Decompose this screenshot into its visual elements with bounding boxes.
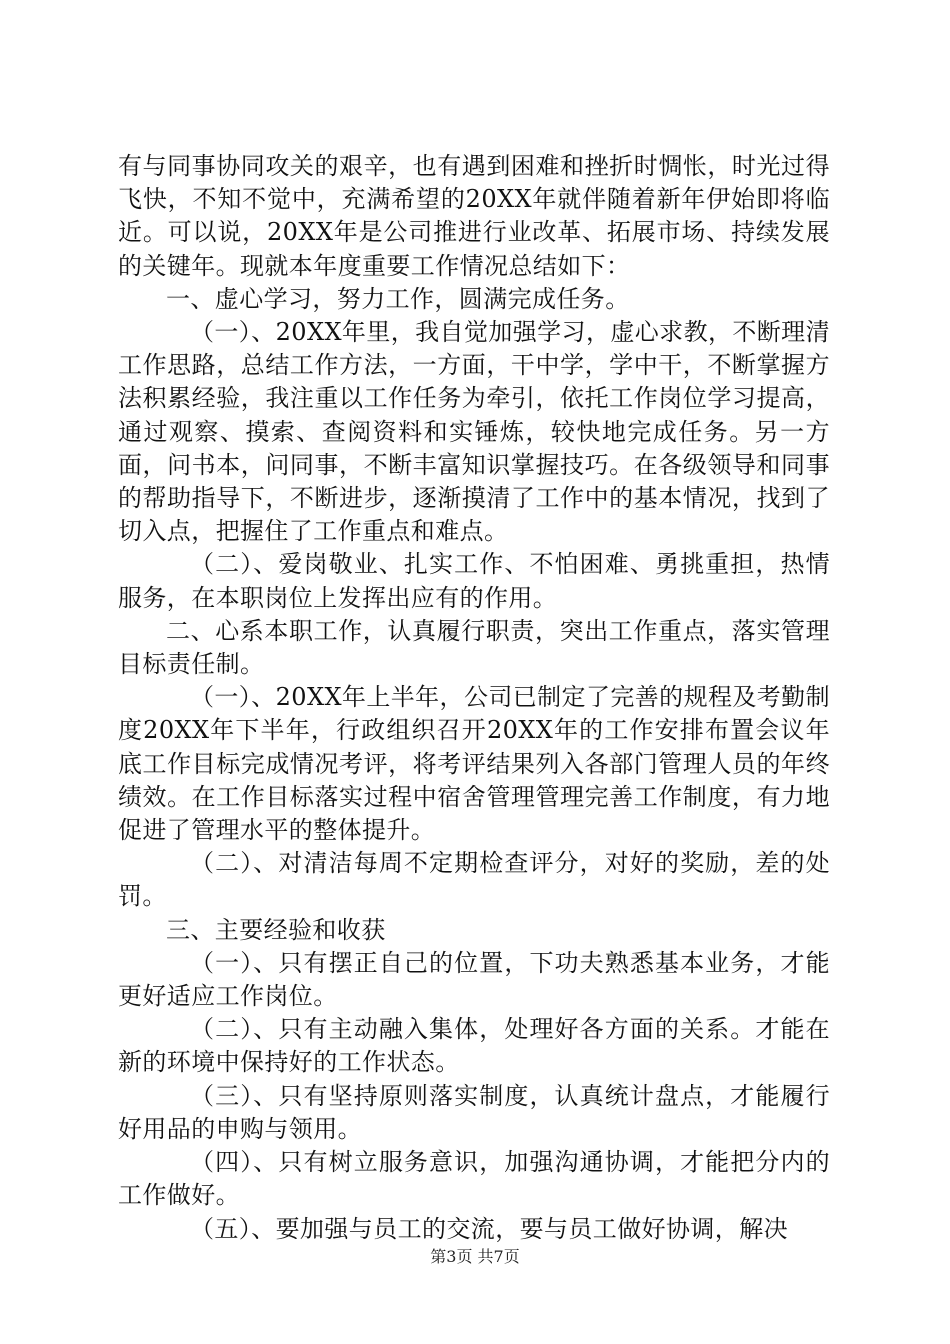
paragraph: （二）、爱岗敬业、扎实工作、不怕困难、勇挑重担，热情服务，在本职岗位上发挥出应有的作用。 <box>118 550 830 612</box>
paragraph: （二）、对清洁每周不定期检查评分，对好的奖励，差的处罚。 <box>118 849 830 911</box>
paragraph: 有与同事协同攻关的艰辛，也有遇到困难和挫折时惆怅，时光过得飞快，不知不觉中，充满希望的20XX年就伴随着新年伊始即将临近。可以说，20XX年是公司推进行业改革、拓展市场、持续发展的关键年。现就本年度重要工作情况总结如下： <box>118 152 830 280</box>
page-number-footer: 第3页 共7页 <box>430 1247 520 1266</box>
paragraph: （四）、只有树立服务意识，加强沟通协调，才能把分内的工作做好。 <box>118 1148 830 1210</box>
paragraph: （三）、只有坚持原则落实制度，认真统计盘点，才能履行好用品的申购与领用。 <box>118 1081 830 1143</box>
paragraph: 一、虚心学习，努力工作，圆满完成任务。 <box>166 284 630 313</box>
paragraph: （二）、只有主动融入集体，处理好各方面的关系。才能在新的环境中保持好的工作状态。 <box>118 1015 830 1077</box>
paragraph: （一）、20XX年里，我自觉加强学习，虚心求教，不断理清工作思路，总结工作方法，一方面，干中学，学中干，不断掌握方法积累经验，我注重以工作任务为牵引，依托工作岗位学习提高，通过观察、摸索、查阅资料和实锤炼，较快地完成任务。另一方面，问书本，问同事，不断丰富知识掌握技巧。在各级领导和同事的帮助指导下，不断进步，逐渐摸清了工作中的基本情况，找到了切入点，把握住了工作重点和难点。 <box>118 318 830 546</box>
paragraph: （一）、20XX年上半年，公司已制定了完善的规程及考勤制度20XX年下半年，行政组织召开20XX年的工作安排布置会议年底工作目标完成情况考评，将考评结果列入各部门管理人员的年终绩效。在工作目标落实过程中宿舍管理管理完善工作制度，有力地促进了管理水平的整体提升。 <box>118 683 830 845</box>
document-body <box>118 150 830 1246</box>
paragraph: （一）、只有摆正自己的位置，下功夫熟悉基本业务，才能更好适应工作岗位。 <box>118 948 830 1011</box>
paragraph: （五）、要加强与员工的交流，要与员工做好协调，解决 <box>190 1214 788 1243</box>
paragraph: 二、心系本职工作，认真履行职责，突出工作重点，落实管理目标责任制。 <box>118 616 830 679</box>
paragraph: 三、主要经验和收获 <box>166 915 386 944</box>
